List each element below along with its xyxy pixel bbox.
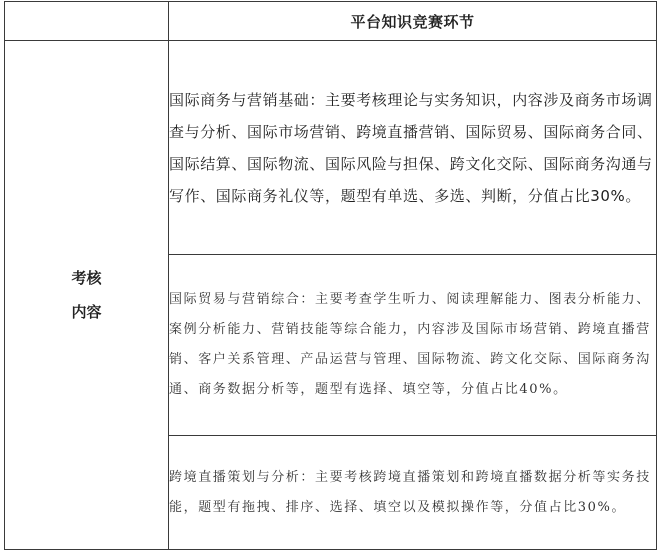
row-label-line2: 内容 bbox=[71, 303, 102, 321]
content-cell-livestream: 跨境直播策划与分析：主要考核跨境直播策划和跨境直播数据分析等实务技能，题型有拖拽、排序、选择、填空以及模拟操作等，分值占比30%。 bbox=[169, 436, 657, 550]
exam-content-table bbox=[4, 1, 657, 550]
row-label-line1: 考核 bbox=[71, 269, 102, 287]
column-header: 平台知识竞赛环节 bbox=[169, 2, 657, 41]
header-row bbox=[5, 2, 657, 41]
content-cell-comprehensive: 国际贸易与营销综合：主要考查学生听力、阅读理解能力、图表分析能力、案例分析能力、营销技能等综合能力，内容涉及国际市场营销、跨境直播营销、客户关系管理、产品运营与管理、国际物流、跨文化交际、国际商务沟通、商务数据分析等，题型有选择、填空等，分值占比40%。 bbox=[169, 255, 657, 436]
corner-cell bbox=[5, 2, 169, 41]
content-cell-basics: 国际商务与营销基础：主要考核理论与实务知识，内容涉及商务市场调查与分析、国际市场营销、跨境直播营销、国际贸易、国际商务合同、国际结算、国际物流、国际风险与担保、跨文化交际、国际商务沟通与写作、国际商务礼仪等，题型有单选、多选、判断，分值占比30%。 bbox=[169, 41, 657, 255]
table-row bbox=[5, 41, 657, 255]
row-label-cell bbox=[5, 41, 169, 550]
